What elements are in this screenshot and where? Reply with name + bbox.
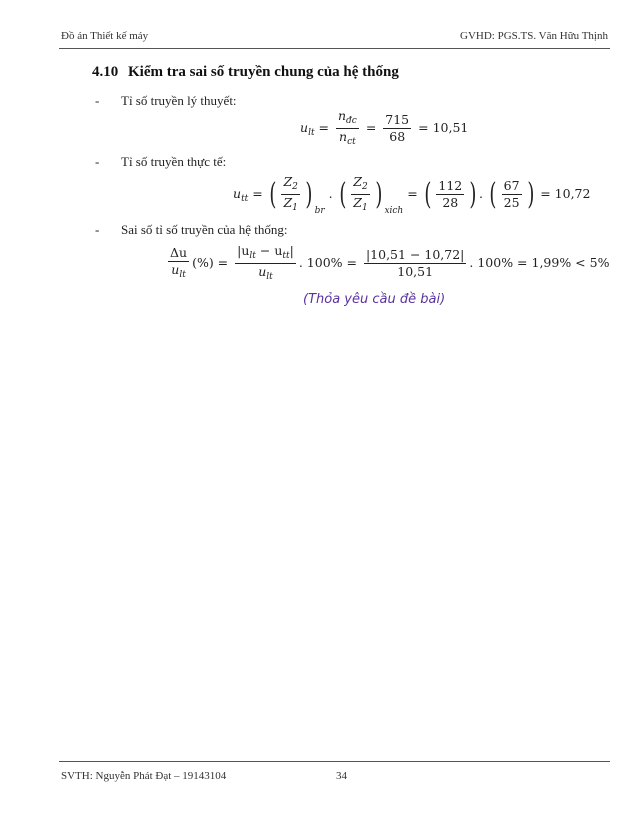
equation-theoretical-ratio: $u_{lt}$ = $\frac{n_{đc}}{n_{ct}}$ = $\frac{715}{68}$ = 10,51 [300,108,469,147]
bullet-error: - Sai số tỉ số truyền của hệ thống: [95,222,288,237]
header-left: Đồ án Thiết kế máy [61,30,149,42]
equation-actual-ratio: $u_{tt}$ = ( $\frac{Z_2}{Z_1}$ ) br . ( $\frac{Z_2}{Z_1}$ ) xich = ( $\frac{112}{28}$ ) . ( $\frac{67}{25}$ ) = 10,72 [233,174,591,216]
equation-error: $\frac{\Delta u}{u_{lt}}$ (%) = $\frac{|u_{lt} - u_{tt}|}{u_{lt}}$ . 100% = $\frac{|10,51 - 10,72|}{10,51}$ . 100% = 1,99% < 5% [170,243,610,282]
footer-rule [59,761,610,762]
header-right: GVHD: PGS.TS. Văn Hữu Thịnh [460,30,608,42]
page-number: 34 [336,770,347,782]
bullet-actual: - Tỉ số truyền thực tế: [95,154,227,169]
section-title: Kiểm tra sai số truyền chung của hệ thống [128,64,399,80]
header-rule [59,48,610,49]
section-heading [92,64,399,81]
bullet-theoretical: - Tỉ số truyền lý thuyết: [95,93,237,108]
footer-author: SVTH: Nguyễn Phát Đạt – 19143104 [61,770,227,782]
requirement-note: (Thỏa yêu cầu đề bài) [303,292,446,307]
section-number: 4.10 [92,64,119,80]
